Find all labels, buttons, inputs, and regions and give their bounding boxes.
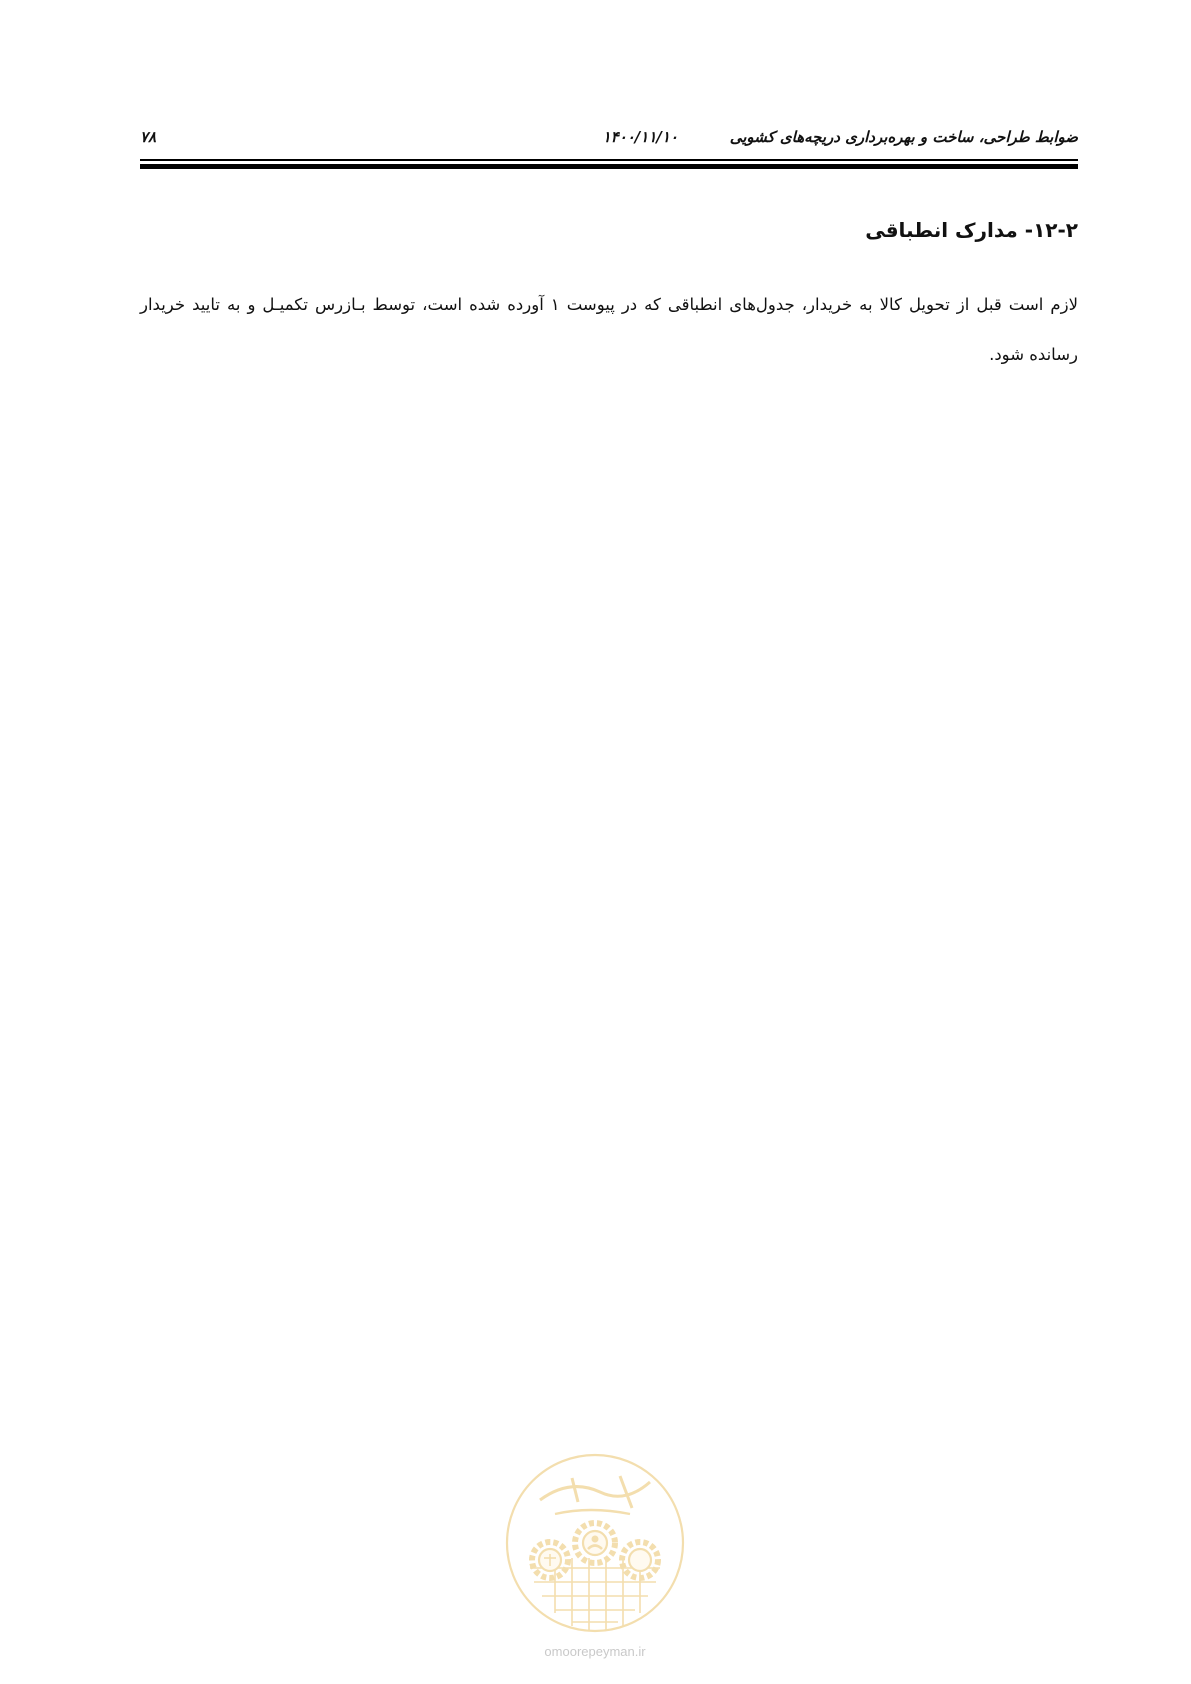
page-header	[140, 128, 1078, 158]
header-title: ضوابط طراحی، ساخت و بهره‌برداری دریچه‌های کشویی	[729, 128, 1078, 146]
page-number: ۷۸	[140, 128, 157, 146]
watermark-url: omoorepeyman.ir	[544, 1644, 646, 1659]
watermark-logo	[500, 1448, 690, 1659]
section-heading: ۱۲-۲- مدارک انطباقی	[865, 218, 1078, 242]
section-paragraph: لازم است قبل از تحویل کالا به خریدار، جدول‌های انطباقی که در پیوست ۱ آورده شده است، توسط بـازرس تکمیـل و به تایید خریدار رسانده شود.	[140, 295, 1078, 364]
header-date: ۱۴۰۰/۱۱/۱۰	[602, 128, 678, 146]
watermark-seal-icon	[500, 1448, 690, 1644]
header-rule-thin	[140, 159, 1078, 161]
header-rule-thick	[140, 164, 1078, 169]
